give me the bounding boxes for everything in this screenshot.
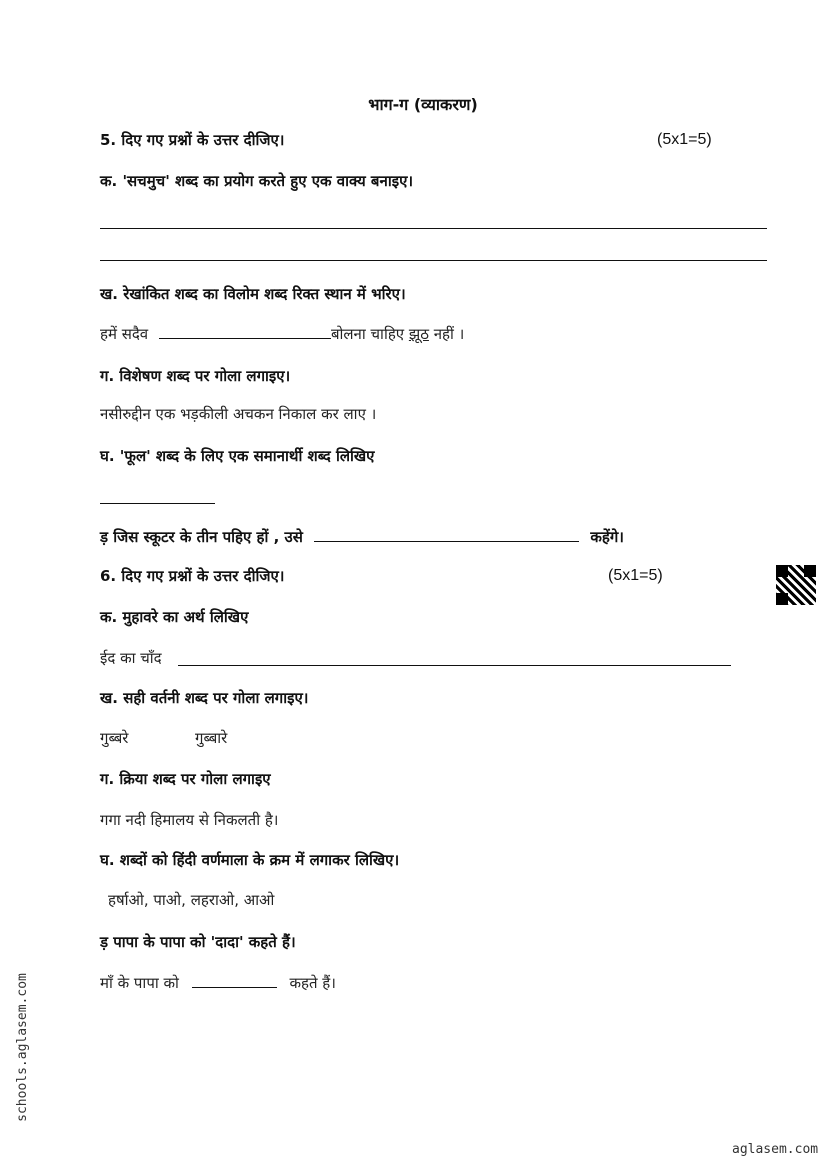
nga-prefix: ड़ जिस स्कूटर के तीन पहिए हों , उसे [100,528,303,546]
answer-line[interactable] [100,228,767,229]
side-watermark: schools.aglasem.com [15,973,30,1122]
fill-blank[interactable] [192,973,277,988]
q5-gha: घ. 'फूल' शब्द के लिए एक समानार्थी शब्द लिखिए [100,447,375,465]
q5-ga: ग. विशेषण शब्द पर गोला लगाइए। [100,367,291,385]
q5-ga-sentence: नसीरुद्दीन एक भड़कीली अचकन निकाल कर लाए । [100,405,377,423]
q6-ka-phrase: ईद का चाँद [100,649,162,667]
nga-suffix: कहेंगे। [590,528,624,546]
q5-kha: ख. रेखांकित शब्द का विलोम शब्द रिक्त स्थान में भरिए। [100,285,406,303]
q6-heading: 6. दिए गए प्रश्नों के उत्तर दीजिए। [100,567,285,585]
q5-kha-sentence [100,324,464,344]
spelling-option[interactable]: गुब्बरे [100,729,129,747]
q5-marks: (5x1=5) [657,131,712,148]
q6-gha-words: हर्षाओ, पाओ, लहराओ, आओ [108,891,275,909]
q6-gha: घ. शब्दों को हिंदी वर्णमाला के क्रम में लगाकर लिखिए। [100,851,400,869]
answer-line[interactable] [178,665,731,666]
qr-code-icon [776,565,816,605]
bottom-watermark: aglasem.com [732,1142,819,1157]
fill-blank[interactable] [159,324,331,339]
fill-blank[interactable] [314,527,579,542]
q6-marks: (5x1=5) [608,567,663,584]
q6-ga: ग. क्रिया शब्द पर गोला लगाइए [100,770,271,788]
sentence-mid: बोलना चाहिए [330,325,405,343]
q5-ka: क. 'सचमुच' शब्द का प्रयोग करते हुए एक वाक्य बनाइए। [100,172,414,190]
underlined-word: झूठ [408,325,429,343]
section-title: भाग-ग (व्याकरण) [368,95,478,114]
answer-line[interactable] [100,503,215,504]
q6-ka: क. मुहावरे का अर्थ लिखिए [100,608,249,626]
sentence-prefix: हमें सदैव [100,325,149,343]
q6-nga-sentence [100,973,336,993]
spelling-option[interactable]: गुब्बारे [195,729,228,747]
sentence-suffix: नहीं । [433,325,465,343]
q6-ga-sentence: गगा नदी हिमालय से निकलती है। [100,811,279,829]
nga-prefix: माँ के पापा को [100,974,179,992]
q5-heading: 5. दिए गए प्रश्नों के उत्तर दीजिए। [100,131,285,149]
answer-line[interactable] [100,260,767,261]
q5-nga [100,527,624,547]
q6-nga: ड़ पापा के पापा को 'दादा' कहते हैं। [100,933,296,951]
nga-suffix: कहते हैं। [289,974,336,992]
q6-kha: ख. सही वर्तनी शब्द पर गोला लगाइए। [100,689,309,707]
